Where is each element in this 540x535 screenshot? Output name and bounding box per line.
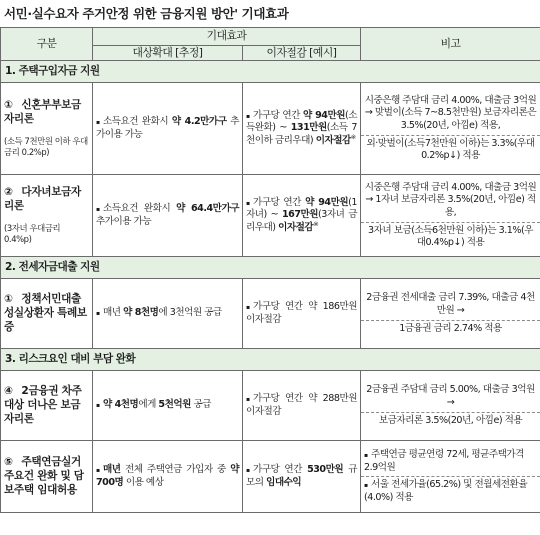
- section-header: 2. 전세자금대출 지원: [1, 257, 540, 279]
- square-bullet-icon: ▪: [246, 304, 250, 312]
- remarks-cell: [361, 83, 540, 175]
- document-title: 서민·실수요자 주거안정 위한 금융지원 방안' 기대효과: [4, 6, 289, 21]
- item-cell: [1, 175, 93, 257]
- item-title: ① 신혼부부보금자리론: [4, 99, 81, 126]
- item-cell: [1, 371, 93, 441]
- square-bullet-icon: ▪: [246, 112, 250, 120]
- square-bullet-icon: ▪: [246, 467, 250, 475]
- header-remarks: 비고: [361, 28, 540, 61]
- savings-cell: ▪ 가구당 연간 약 186만원 이자절감: [243, 279, 361, 349]
- header-savings: 이자절감 [예시]: [243, 46, 361, 61]
- item-title: ④ 2금융권 차주 대상 더나은 보금자리론: [4, 385, 82, 425]
- item-title: ⑤ 주택연금실거주요건 완화 및 담보주택 임대허용: [4, 456, 84, 496]
- savings-cell: ▪ 가구당 연간 약 94만원(1자녀) ~ 167만원(3자녀 금리우대) 이자절감※: [243, 175, 361, 257]
- square-bullet-icon: ▪: [364, 482, 368, 490]
- square-bullet-icon: ▪: [96, 310, 100, 318]
- expansion-cell: ▪ 매년 전체 주택연금 가입자 중 약 700명 이용 예상: [93, 441, 243, 513]
- square-bullet-icon: ▪: [96, 206, 100, 214]
- remark-line: 시중은행 주담대 금리 4.00%, 대출금 3억원 → 1자녀 보금자리론 3.5%(20년, 아낌e) 적용,: [364, 181, 537, 218]
- remark-line: 보금자리론 3.5%(20년, 아낌e) 적용: [378, 414, 523, 426]
- remark-line: 2금융권 주담대 금리 5.00%, 대출금 3억원 →: [366, 384, 535, 408]
- remark-line: ▪ 주택연금 평균연령 72세, 평균주택가격 2.9억원: [364, 448, 524, 473]
- header-expansion: 대상확대 [추정]: [93, 46, 243, 61]
- square-bullet-icon: ▪: [96, 119, 100, 127]
- item-cell: [1, 441, 93, 513]
- square-bullet-icon: ▪: [96, 402, 100, 410]
- remarks-cell: [361, 279, 540, 349]
- remark-line: 3자녀 보금(소득6천만원 이하)는 3.1%(우대0.4%p↓) 적용: [368, 224, 533, 249]
- savings-cell: ▪ 가구당 연간 약 288만원 이자절감: [243, 371, 361, 441]
- remarks-cell: [361, 371, 540, 441]
- savings-cell: ▪ 가구당 연간 530만원 규모의 임대수익: [243, 441, 361, 513]
- expansion-cell: ▪ 약 4천명에게 5천억원 공급: [93, 371, 243, 441]
- remark-line: ▪ 서울 전세가율(65.2%) 및 전월세전환율(4.0%) 적용: [364, 479, 528, 503]
- item-cell: [1, 279, 93, 349]
- square-bullet-icon: ▪: [96, 467, 100, 475]
- square-bullet-icon: ▪: [246, 396, 250, 404]
- item-note: (소득 7천만원 이하 우대금리 0.2%p): [4, 135, 88, 158]
- section-header: 1. 주택구입자금 지원: [1, 61, 540, 83]
- remark-line: 시중은행 주담대 금리 4.00%, 대출금 3억원 → 맞벌이(소득 7~8.5천만원) 보금자리론은 3.5%(20년, 아낌e) 적용,: [364, 94, 537, 131]
- square-bullet-icon: ▪: [364, 451, 368, 459]
- item-title: ② 다자녀보금자리론: [4, 186, 81, 213]
- expansion-cell: ▪ 소득요건 완화시 약 64.4만가구 추가이용 가능: [93, 175, 243, 257]
- remarks-cell: [361, 175, 540, 257]
- remarks-cell: [361, 441, 540, 513]
- item-note: (3자녀 우대금리 0.4%p): [4, 222, 61, 245]
- header-effects: 기대효과: [93, 28, 361, 46]
- header-category: 구분: [1, 28, 93, 61]
- expansion-cell: ▪ 소득요건 완화시 약 4.2만가구 추가이용 가능: [93, 83, 243, 175]
- remark-line: 외·맞벌이(소득7천만원 이하)는 3.3%(우대0.2%p↓) 적용: [366, 137, 535, 162]
- section-header: 3. 리스크요인 대비 부담 완화: [1, 349, 540, 371]
- remark-line: 1금융권 금리 2.74% 적용: [399, 322, 502, 334]
- savings-cell: ▪ 가구당 연간 약 94만원(소득완화) ~ 131만원(소득 7천이하 금리우대) 이자절감※: [243, 83, 361, 175]
- item-cell: [1, 83, 93, 175]
- item-title: ① 정책서민대출 성실상환자 특례보증: [4, 293, 87, 333]
- square-bullet-icon: ▪: [246, 199, 250, 207]
- expected-effects-table: [0, 27, 540, 513]
- remark-line: 2금융권 전세대출 금리 7.39%, 대출금 4천만원 →: [366, 292, 535, 316]
- expansion-cell: ▪ 매년 약 8천명에 3천억원 공급: [93, 279, 243, 349]
